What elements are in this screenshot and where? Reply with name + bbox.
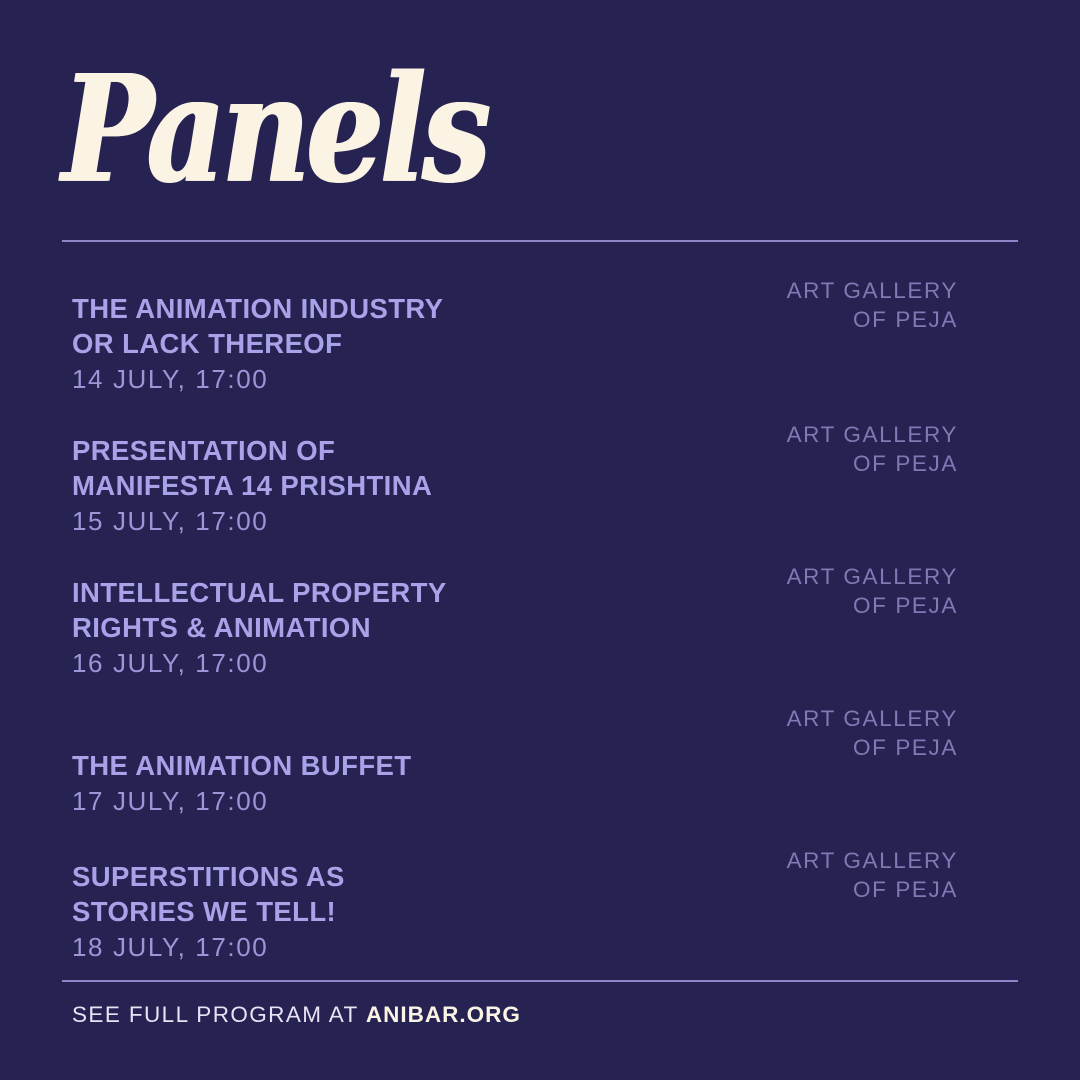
panel-title-line: THE ANIMATION INDUSTRY [72,293,444,324]
panel-venue-line: ART GALLERY [786,422,958,447]
panel-venue [787,420,958,478]
panel-datetime: 14 JULY, 17:00 [72,364,269,394]
list-item [62,688,1018,830]
panel-title [72,291,443,361]
list-item [62,262,1018,404]
panel-venue [787,846,958,904]
panel-venue-line: OF PEJA [853,877,958,902]
panel-venue [787,562,958,620]
panel-venue-line: ART GALLERY [786,706,958,731]
panel-venue [787,704,958,762]
list-item [62,404,1018,546]
panel-datetime: 16 JULY, 17:00 [72,648,269,678]
panel-datetime: 17 JULY, 17:00 [72,786,269,816]
panel-venue-line: OF PEJA [853,451,958,476]
panel-title-line: RIGHTS & ANIMATION [72,612,371,643]
panels-list [62,262,1018,972]
panel-title-line: MANIFESTA 14 PRISHTINA [72,470,433,501]
page-title: Panels [62,43,487,217]
panel-title [72,748,412,783]
list-item [62,546,1018,688]
list-item [62,830,1018,972]
panel-title-line: THE ANIMATION BUFFET [72,750,412,781]
panel-venue-line: OF PEJA [853,307,958,332]
panel-datetime: 18 JULY, 17:00 [72,932,269,962]
panel-title [72,575,447,645]
panel-venue-line: ART GALLERY [786,564,958,589]
footer-text: SEE FULL PROGRAM AT [72,1002,366,1027]
panel-datetime: 15 JULY, 17:00 [72,506,269,536]
panel-title-line: INTELLECTUAL PROPERTY [72,577,447,608]
panel-info [72,433,432,538]
panel-info [72,748,412,818]
panel-title [72,859,345,929]
panel-title-line: OR LACK THEREOF [72,328,343,359]
footer [62,1002,1018,1028]
panel-info [72,575,447,680]
panel-title-line: STORIES WE TELL! [72,896,337,927]
footer-website[interactable]: ANIBAR.ORG [365,1002,521,1027]
panel-venue-line: ART GALLERY [786,278,958,303]
panel-title-line: SUPERSTITIONS AS [72,861,345,892]
panel-info [72,291,443,396]
title-area [62,0,1018,217]
divider-top [62,240,1018,242]
panel-venue [787,276,958,334]
panel-venue-line: OF PEJA [853,735,958,760]
panel-title-line: PRESENTATION OF [72,435,336,466]
panel-venue-line: OF PEJA [853,593,958,618]
panel-info [72,859,345,964]
panel-venue-line: ART GALLERY [786,848,958,873]
panel-title [72,433,432,503]
divider-bottom [62,980,1018,982]
